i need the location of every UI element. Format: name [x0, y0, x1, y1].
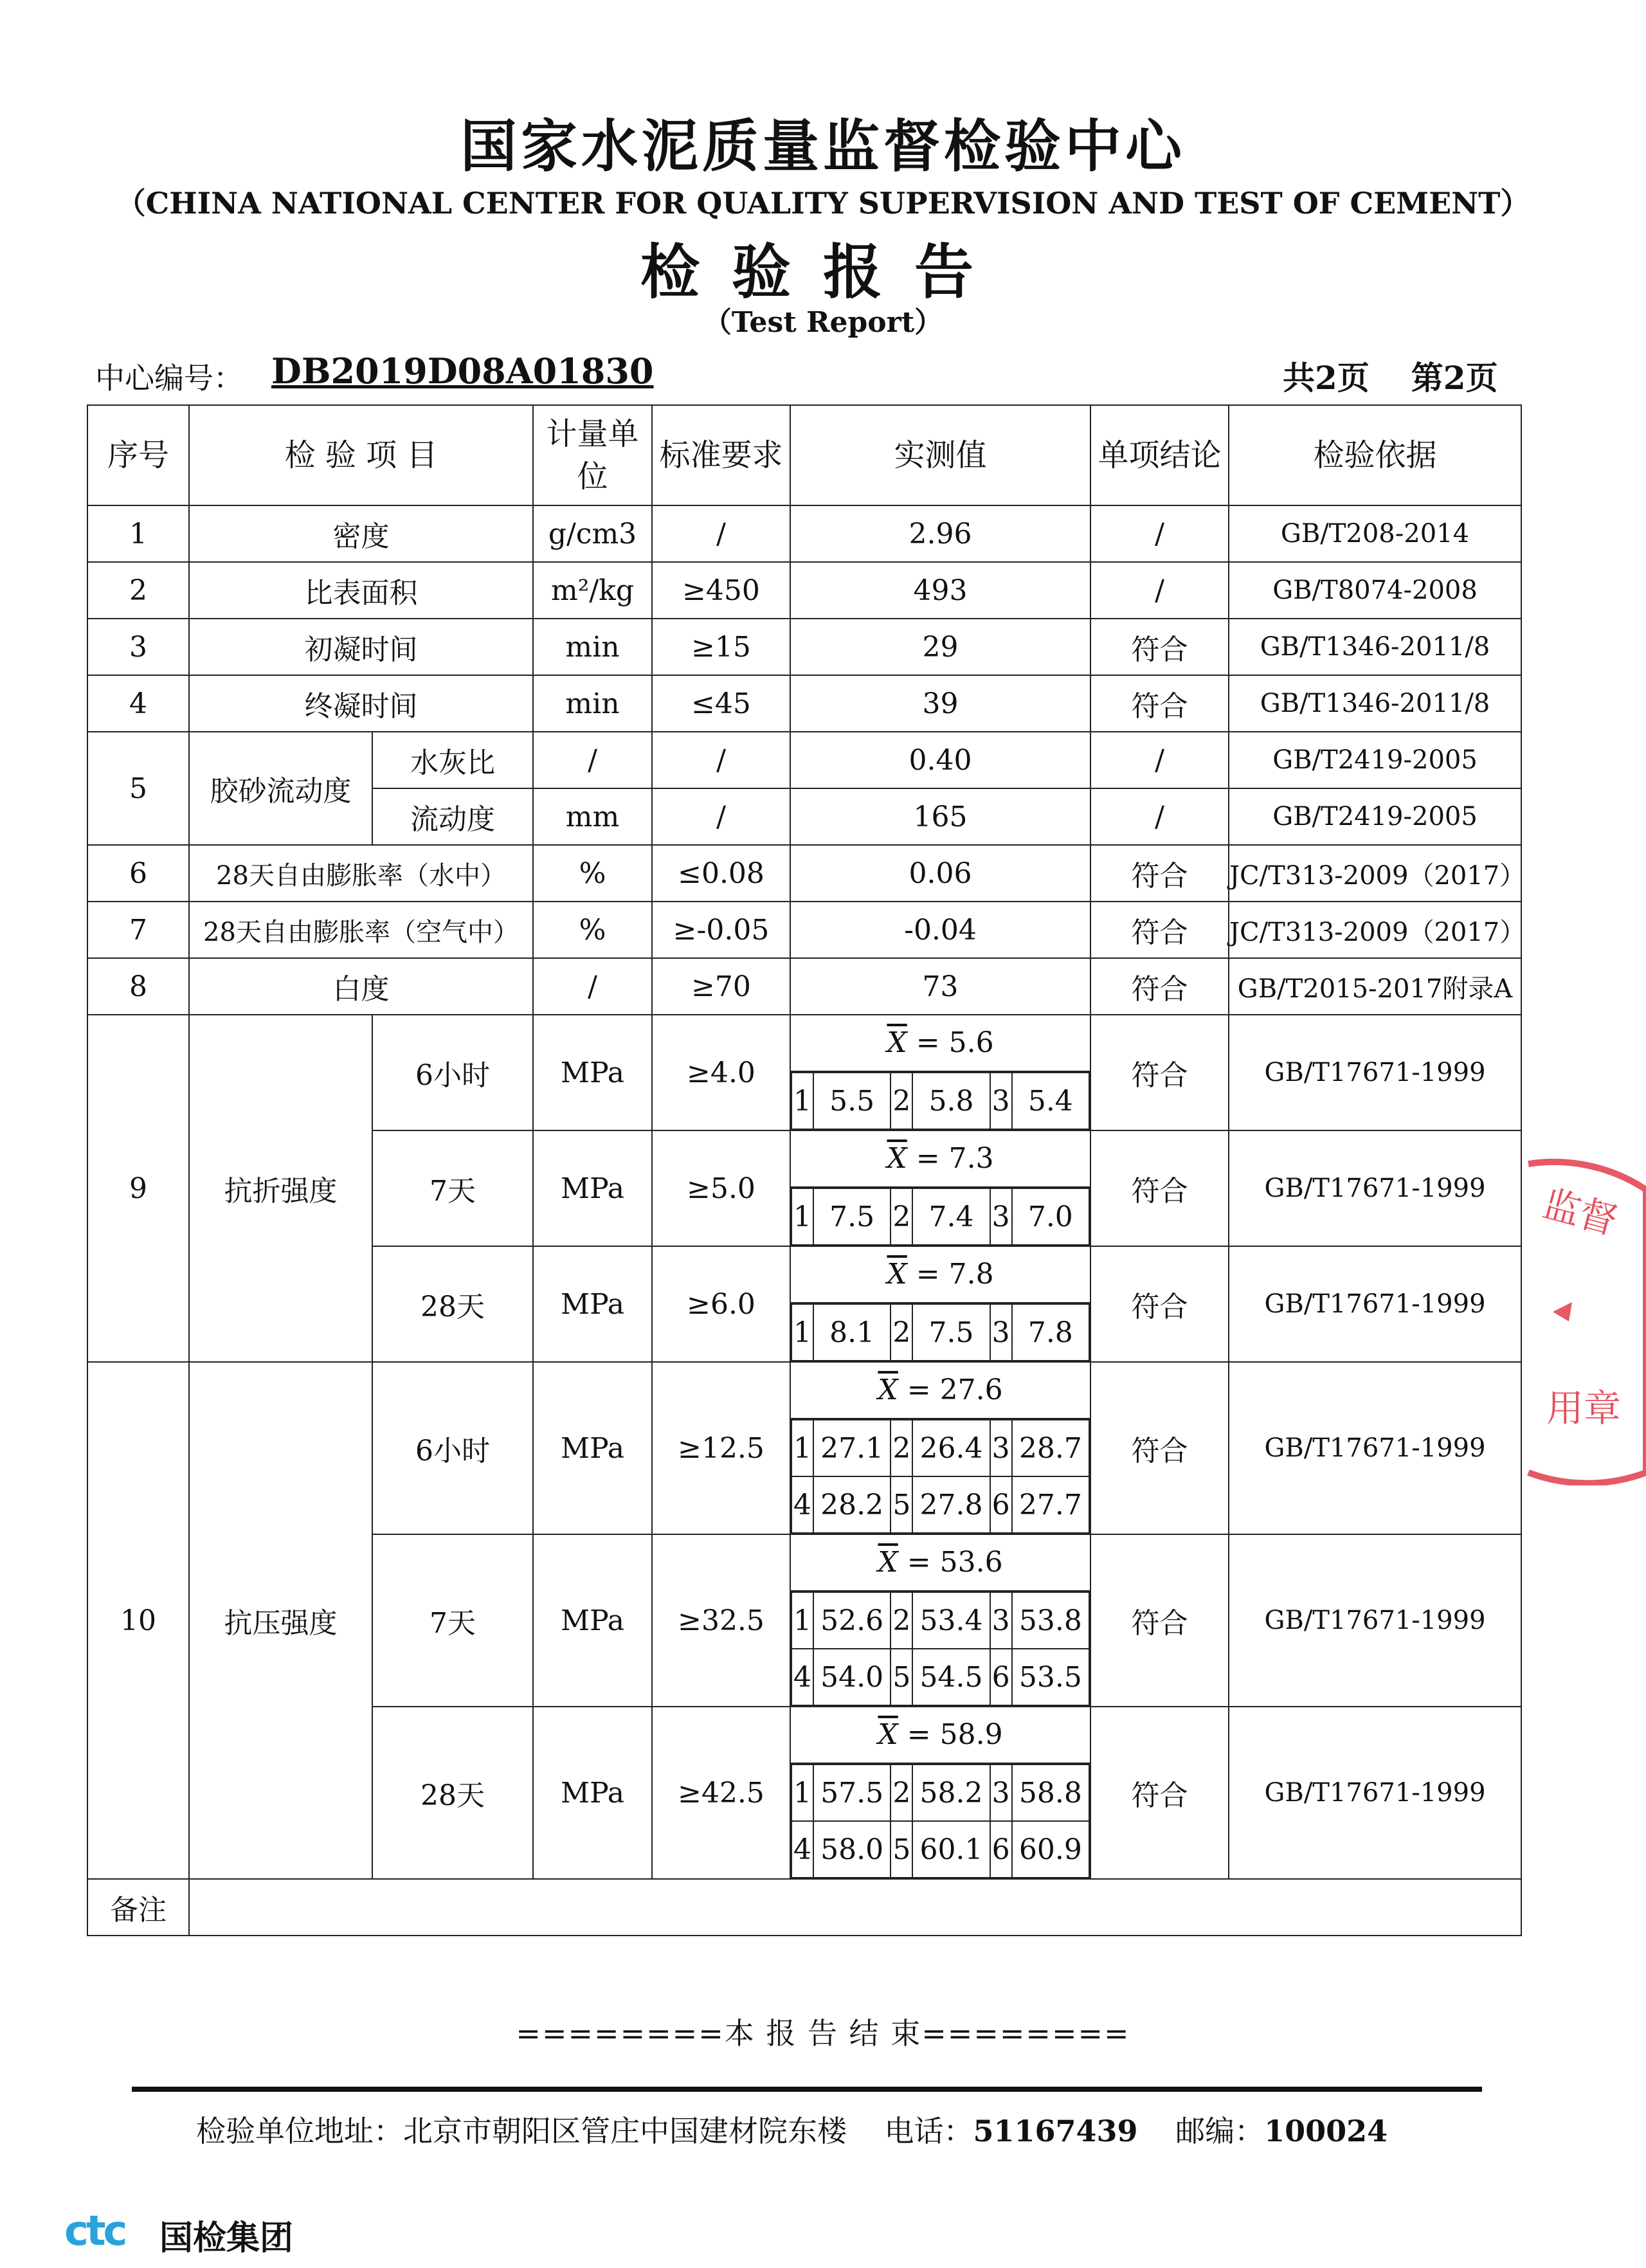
- row-item: 28天自由膨胀率（水中）: [189, 845, 533, 902]
- report-title-en: （Test Report）: [703, 306, 943, 339]
- row-item: 抗压强度: [189, 1362, 372, 1879]
- footer-address: [196, 2108, 1388, 2150]
- page-number: 第2页: [1411, 359, 1498, 397]
- table-row: [87, 732, 1521, 788]
- header-standard: 标准要求: [652, 405, 790, 505]
- row-basis: GB/T17671-1999: [1229, 1130, 1521, 1246]
- measured-values: $\overline{X} = 27.6$ 1 27.1 2 26.4 3 28.7 4 28.2 5 27.8 6 27.7: [790, 1362, 1090, 1534]
- row-seq: 5: [87, 732, 189, 845]
- svg-text:监督: 监督: [1538, 1181, 1622, 1244]
- row-unit: MPa: [533, 1246, 652, 1362]
- official-seal-icon: [1527, 1151, 1646, 1485]
- row-basis: GB/T1346-2011/8: [1229, 675, 1521, 732]
- row-basis: GB/T17671-1999: [1229, 1362, 1521, 1534]
- row-unit: MPa: [533, 1362, 652, 1534]
- row-age: 6小时: [372, 1015, 533, 1130]
- row-unit: MPa: [533, 1015, 652, 1130]
- row-conclusion: 符合: [1090, 675, 1229, 732]
- row-item: 抗折强度: [189, 1015, 372, 1362]
- row-conclusion: /: [1090, 732, 1229, 788]
- row-standard: /: [652, 505, 790, 562]
- measured-values: $\overline{X} = 7.3$ 1 7.5 2 7.4 3 7.0: [790, 1130, 1090, 1246]
- results-table: [87, 404, 1526, 1936]
- row-standard: /: [652, 732, 790, 788]
- row-standard: ≥15: [652, 619, 790, 675]
- mean-value: $\overline{X} = 5.6$: [791, 1015, 1090, 1072]
- row-conclusion: 符合: [1090, 1015, 1229, 1130]
- row-conclusion: 符合: [1090, 845, 1229, 902]
- mean-value: $\overline{X} = 7.3$: [791, 1131, 1090, 1188]
- footer-divider: [132, 2087, 1482, 2092]
- row-item: 28天自由膨胀率（空气中）: [189, 902, 533, 958]
- row-subitem: 流动度: [372, 788, 533, 845]
- row-value: 0.06: [790, 845, 1090, 902]
- row-seq: 9: [87, 1015, 189, 1362]
- row-seq: 7: [87, 902, 189, 958]
- row-value: 73: [790, 958, 1090, 1015]
- row-standard: ≥6.0: [652, 1246, 790, 1362]
- remark-label: 备注: [87, 1879, 189, 1936]
- row-basis: GB/T208-2014: [1229, 505, 1521, 562]
- row-seq: 6: [87, 845, 189, 902]
- row-age: 7天: [372, 1130, 533, 1246]
- row-conclusion: 符合: [1090, 1707, 1229, 1879]
- row-standard: ≥5.0: [652, 1130, 790, 1246]
- row-conclusion: 符合: [1090, 1362, 1229, 1534]
- row-seq: 1: [87, 505, 189, 562]
- page-info: [1283, 352, 1498, 399]
- row-value: -0.04: [790, 902, 1090, 958]
- row-value: 2.96: [790, 505, 1090, 562]
- row-standard: ≤45: [652, 675, 790, 732]
- mean-symbol: $\overline{X}$: [878, 1374, 898, 1406]
- report-title: 检验报告: [640, 237, 1006, 307]
- center-title: 国家水泥质量监督检验中心: [460, 113, 1186, 179]
- row-subitem: 水灰比: [372, 732, 533, 788]
- row-item: 白度: [189, 958, 533, 1015]
- row-basis: GB/T1346-2011/8: [1229, 619, 1521, 675]
- mean-symbol: $\overline{X}$: [887, 1142, 907, 1175]
- mean-value: $\overline{X} = 53.6$: [791, 1535, 1090, 1592]
- measured-values: $\overline{X} = 58.9$ 1 57.5 2 58.2 3 58.8 4 58.0 5 60.1 6 60.9: [790, 1707, 1090, 1879]
- table-row: [87, 902, 1521, 958]
- zip-code: 100024: [1264, 2114, 1388, 2148]
- table-row: [87, 1362, 1521, 1534]
- row-unit: MPa: [533, 1534, 652, 1707]
- logo-text: 国检集团: [159, 2219, 294, 2258]
- row-item: 比表面积: [189, 562, 533, 619]
- row-basis: GB/T8074-2008: [1229, 562, 1521, 619]
- logo-mark: ctc: [64, 2209, 125, 2254]
- row-standard: ≥70: [652, 958, 790, 1015]
- mean-value: $\overline{X} = 27.6$: [791, 1363, 1090, 1419]
- row-item: 初凝时间: [189, 619, 533, 675]
- center-number-label: 中心编号：: [95, 361, 243, 395]
- header-unit: 计量单位: [533, 405, 652, 505]
- total-pages: 共2页: [1283, 359, 1370, 397]
- row-conclusion: 符合: [1090, 1534, 1229, 1707]
- mean-value: $\overline{X} = 7.8$: [791, 1247, 1090, 1303]
- row-basis: GB/T17671-1999: [1229, 1534, 1521, 1707]
- zip-label: 邮编：: [1175, 2114, 1265, 2148]
- row-unit: mm: [533, 788, 652, 845]
- row-unit: min: [533, 675, 652, 732]
- phone-number: 51167439: [973, 2114, 1138, 2148]
- mean-symbol: $\overline{X}$: [887, 1258, 907, 1291]
- measured-values: $\overline{X} = 7.8$ 1 8.1 2 7.5 3 7.8: [790, 1246, 1090, 1362]
- row-seq: 8: [87, 958, 189, 1015]
- row-conclusion: 符合: [1090, 1130, 1229, 1246]
- header-item: 检 验 项 目: [189, 405, 533, 505]
- row-seq: 3: [87, 619, 189, 675]
- row-basis: GB/T2419-2005: [1229, 788, 1521, 845]
- row-conclusion: 符合: [1090, 958, 1229, 1015]
- row-unit: /: [533, 732, 652, 788]
- row-value: 0.40: [790, 732, 1090, 788]
- header-conclusion: 单项结论: [1090, 405, 1229, 505]
- row-unit: MPa: [533, 1707, 652, 1879]
- row-standard: ≥4.0: [652, 1015, 790, 1130]
- row-standard: ≥450: [652, 562, 790, 619]
- row-seq: 4: [87, 675, 189, 732]
- measured-values: $\overline{X} = 53.6$ 1 52.6 2 53.4 3 53.8 4 54.0 5 54.5 6 53.5: [790, 1534, 1090, 1707]
- header-measured: 实测值: [790, 405, 1090, 505]
- header-seq: 序号: [87, 405, 189, 505]
- row-seq: 10: [87, 1362, 189, 1879]
- report-end: ========本 报 告 结 束========: [516, 2016, 1130, 2051]
- table-row: [87, 958, 1521, 1015]
- remark-content: [189, 1879, 1521, 1936]
- row-basis: JC/T313-2009（2017）: [1229, 902, 1521, 958]
- row-basis: GB/T2015-2017附录A: [1229, 958, 1521, 1015]
- row-conclusion: 符合: [1090, 1246, 1229, 1362]
- measured-values: $\overline{X} = 5.6$ 1 5.5 2 5.8 3 5.4: [790, 1015, 1090, 1130]
- row-item: 终凝时间: [189, 675, 533, 732]
- row-unit: MPa: [533, 1130, 652, 1246]
- row-conclusion: 符合: [1090, 902, 1229, 958]
- row-unit: %: [533, 902, 652, 958]
- table-row: [87, 619, 1521, 675]
- table-row: [87, 675, 1521, 732]
- row-standard: ≥32.5: [652, 1534, 790, 1707]
- mean-symbol: $\overline{X}$: [887, 1026, 907, 1059]
- remark-row: [87, 1879, 1521, 1936]
- row-age: 28天: [372, 1707, 533, 1879]
- phone-label: 电话：: [884, 2114, 973, 2148]
- mean-symbol: $\overline{X}$: [878, 1546, 898, 1579]
- row-standard: ≥42.5: [652, 1707, 790, 1879]
- row-conclusion: 符合: [1090, 619, 1229, 675]
- center-number: DB2019D08A01830: [271, 350, 654, 392]
- row-age: 7天: [372, 1534, 533, 1707]
- row-age: 6小时: [372, 1362, 533, 1534]
- row-value: 165: [790, 788, 1090, 845]
- row-basis: GB/T17671-1999: [1229, 1707, 1521, 1879]
- row-unit: %: [533, 845, 652, 902]
- row-value: 29: [790, 619, 1090, 675]
- row-standard: ≤0.08: [652, 845, 790, 902]
- row-unit: min: [533, 619, 652, 675]
- row-conclusion: /: [1090, 788, 1229, 845]
- row-item: 胶砂流动度: [189, 732, 372, 845]
- table-row: [87, 1015, 1521, 1130]
- row-unit: /: [533, 958, 652, 1015]
- row-basis: GB/T2419-2005: [1229, 732, 1521, 788]
- row-basis: GB/T17671-1999: [1229, 1015, 1521, 1130]
- table-row: [87, 505, 1521, 562]
- row-conclusion: /: [1090, 562, 1229, 619]
- row-standard: /: [652, 788, 790, 845]
- row-unit: g/cm3: [533, 505, 652, 562]
- row-standard: ≥-0.05: [652, 902, 790, 958]
- table-header-row: [87, 405, 1521, 505]
- row-value: 39: [790, 675, 1090, 732]
- table-row: [87, 845, 1521, 902]
- mean-value: $\overline{X} = 58.9$: [791, 1707, 1090, 1764]
- row-age: 28天: [372, 1246, 533, 1362]
- address-label: 检验单位地址：北京市朝阳区管庄中国建材院东楼: [196, 2114, 847, 2148]
- header-basis: 检验依据: [1229, 405, 1521, 505]
- row-basis: GB/T17671-1999: [1229, 1246, 1521, 1362]
- center-title-en: （CHINA NATIONAL CENTER FOR QUALITY SUPERVISION AND TEST OF CEMENT）: [116, 186, 1530, 221]
- row-value: 493: [790, 562, 1090, 619]
- row-seq: 2: [87, 562, 189, 619]
- row-basis: JC/T313-2009（2017）: [1229, 845, 1521, 902]
- row-item: 密度: [189, 505, 533, 562]
- row-conclusion: /: [1090, 505, 1229, 562]
- svg-text:用章: 用章: [1546, 1386, 1622, 1430]
- row-standard: ≥12.5: [652, 1362, 790, 1534]
- mean-symbol: $\overline{X}$: [878, 1718, 898, 1751]
- table-row: [87, 562, 1521, 619]
- row-unit: m²/kg: [533, 562, 652, 619]
